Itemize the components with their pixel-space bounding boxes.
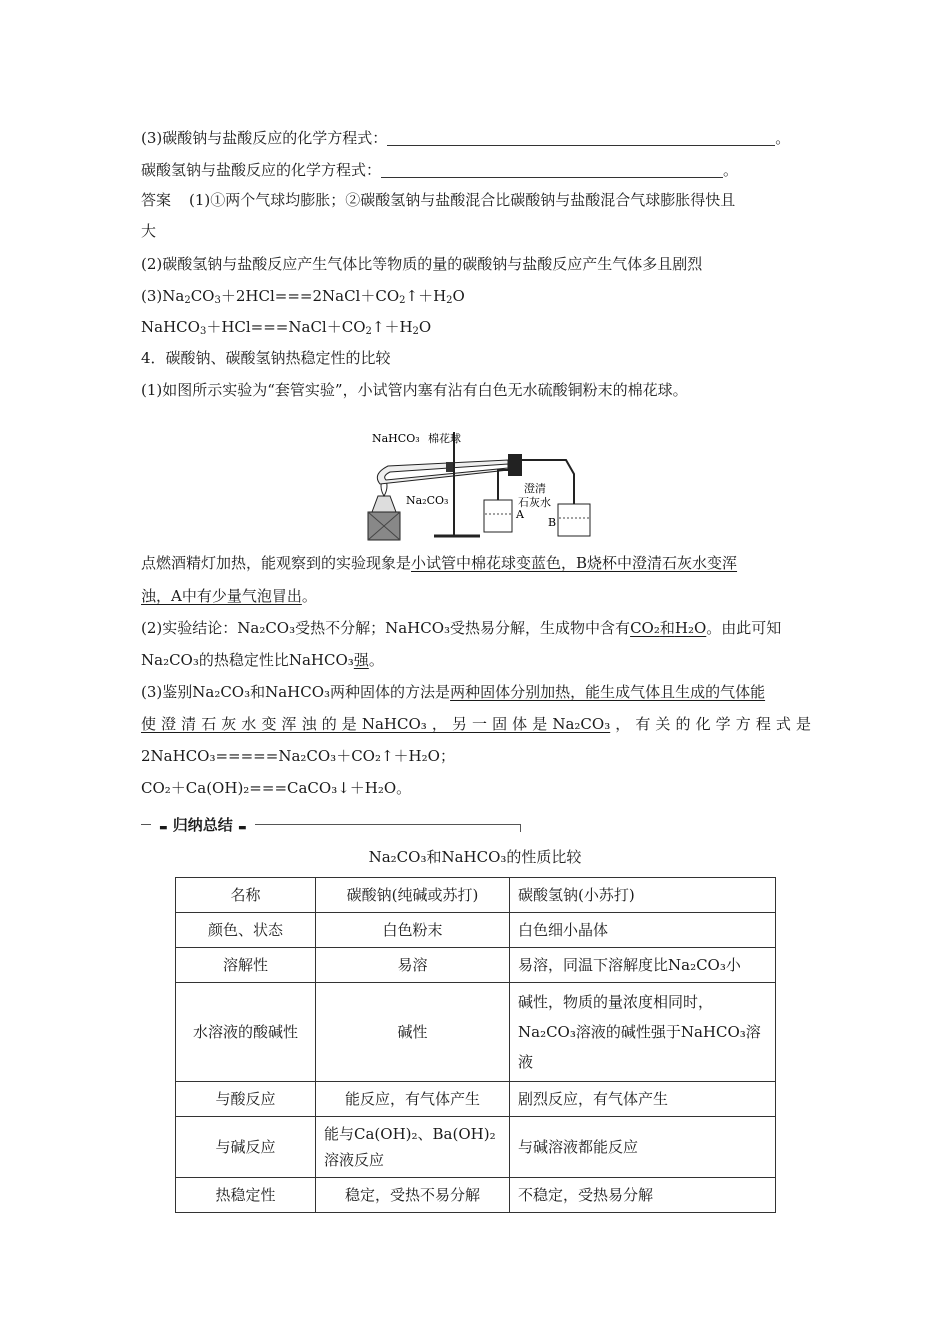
table-cell: 水溶液的酸碱性 — [176, 983, 316, 1082]
table-cell: 颜色、状态 — [176, 913, 316, 948]
answer-line-4: $NaHCO_3+HCl===NaCl+CO_2↑+H_2O$ — [141, 318, 432, 337]
table-cell: 与酸反应 — [176, 1082, 316, 1117]
q3-end-1: 。 — [775, 129, 791, 147]
summary-header — [141, 816, 521, 840]
section4-p5 — [141, 681, 811, 703]
table-cell: 剧烈反应，有气体产生 — [510, 1082, 776, 1117]
answer-label: 答案 — [141, 191, 172, 209]
equation-1: 2NaHCO₃=====Na₂CO₃＋CO₂↑＋H₂O； — [141, 747, 455, 765]
table-row — [176, 1082, 776, 1117]
stopper — [508, 454, 522, 476]
summary-title: ▬ 归纳总结 ▬ — [151, 814, 255, 835]
p4-pre: Na₂CO₃的热稳定性比NaHCO₃ — [141, 651, 354, 669]
header-cell: 名称 — [176, 878, 316, 913]
beaker-a — [484, 500, 512, 532]
table-cell: 白色细小晶体 — [510, 913, 776, 948]
summary-rule-end — [520, 824, 521, 832]
label-a: A — [516, 508, 524, 521]
p4-answer: 强 — [353, 651, 369, 669]
q3-line1 — [141, 127, 811, 149]
label-limewater-2: 石灰水 — [518, 496, 551, 509]
table-cell: 不稳定，受热易分解 — [510, 1178, 776, 1213]
table-header-row — [176, 878, 776, 913]
p3-and: 和 — [659, 619, 675, 637]
p2-pre: 点燃酒精灯加热，能观察到的实验现象是 — [141, 554, 412, 572]
table-cell: 白色粉末 — [316, 913, 510, 948]
q3-line2 — [141, 159, 811, 181]
section4-p6 — [141, 713, 811, 735]
section4-p1: (1)如图所示实验为“套管实验”，小试管内塞有沾有白色无水硫酸铜粉末的棉花球。 — [141, 381, 688, 399]
label-limewater-1: 澄清 — [524, 482, 546, 495]
q3-prompt-1: (3)碳酸钠与盐酸反应的化学方程式： — [141, 129, 388, 147]
table-caption: Na₂CO₃和NaHCO₃的性质比较 — [368, 848, 582, 866]
p2-answer-2: 浊，A中有少量气泡冒出 — [141, 587, 302, 605]
table-cell: 碱性，物质的量浓度相同时，Na₂CO₃溶液的碱性强于NaHCO₃溶液 — [510, 983, 776, 1082]
answer-1-text: (1)①两个气球均膨胀；②碳酸氢钠与盐酸混合比碳酸钠与盐酸混合气球膨胀得快且 — [189, 191, 736, 209]
summary-title-text: 归纳总结 — [172, 816, 233, 834]
q3-prompt-2: 碳酸氢钠与盐酸反应的化学方程式： — [141, 161, 382, 179]
section4-p4 — [141, 649, 811, 671]
table-row — [176, 983, 776, 1082]
table-row — [176, 1117, 776, 1178]
q3-end-2: 。 — [723, 161, 739, 179]
p3-pre: (2)实验结论：Na₂CO₃受热不分解；NaHCO₃受热易分解，生成物中含有 — [141, 619, 631, 637]
table-row — [176, 1178, 776, 1213]
cotton-ball — [446, 462, 454, 472]
table-cell: 能反应，有气体产生 — [316, 1082, 510, 1117]
answer-line-1 — [141, 189, 811, 211]
answer-line-2: (2)碳酸氢钠与盐酸反应产生气体比等物质的量的碳酸钠与盐酸反应产生气体多且剧烈 — [141, 255, 703, 273]
table-row — [176, 948, 776, 983]
p2-end: 。 — [301, 587, 317, 605]
answer-blank-2[interactable] — [381, 161, 723, 178]
p3-h2o: H₂O — [674, 619, 707, 637]
section4-p3 — [141, 617, 811, 639]
p2-answer-1: 小试管中棉花球变蓝色，B烧杯中澄清石灰水变浑 — [411, 554, 738, 572]
section4-p2-line2 — [141, 585, 811, 607]
table-cell: 与碱反应 — [176, 1117, 316, 1178]
p4-end: 。 — [368, 651, 384, 669]
table-cell: 碱性 — [316, 983, 510, 1082]
comparison-table — [175, 877, 776, 1213]
table-cell: 能与Ca(OH)₂、Ba(OH)₂溶液反应 — [316, 1117, 510, 1178]
p3-post: 。由此可知 — [706, 619, 782, 637]
p6-post: ，有关的化学方程式是 — [610, 715, 811, 733]
equation-2: CO₂＋Ca(OH)₂===CaCO₃↓＋H₂O。 — [141, 779, 412, 797]
answer-line-3: $(3)Na_2CO_3+2HCl===2NaCl+CO_2↑+H_2O$ — [141, 287, 465, 306]
p3-co2: CO₂ — [630, 619, 660, 637]
beaker-b — [558, 504, 590, 536]
section4-p2-line1 — [141, 552, 811, 574]
answer-blank-1[interactable] — [387, 129, 775, 146]
table-row — [176, 913, 776, 948]
table-cell: 溶解性 — [176, 948, 316, 983]
p5-answer: 两种固体分别加热，能生成气体且生成的气体能 — [450, 683, 766, 701]
header-cell: 碳酸氢钠(小苏打) — [510, 878, 776, 913]
apparatus-figure — [358, 424, 594, 544]
section4-title: 4．碳酸钠、碳酸氢钠热稳定性的比较 — [141, 349, 391, 367]
answer-line-1-cont: 大 — [141, 222, 157, 240]
table-cell: 与碱溶液都能反应 — [510, 1117, 776, 1178]
header-cell: 碳酸钠(纯碱或苏打) — [316, 878, 510, 913]
alcohol-lamp — [372, 496, 396, 512]
label-b: B — [548, 516, 557, 529]
table-cell: 热稳定性 — [176, 1178, 316, 1213]
p5-pre: (3)鉴别Na₂CO₃和NaHCO₃两种固体的方法是 — [141, 683, 451, 701]
table-cell: 易溶 — [316, 948, 510, 983]
p6-answer: 使澄清石灰水变浑浊的是NaHCO₃，另一固体是Na₂CO₃ — [141, 715, 611, 733]
apparatus-diagram — [358, 424, 594, 544]
label-na2co3: Na₂CO₃ — [406, 494, 449, 507]
table-cell: 稳定，受热不易分解 — [316, 1178, 510, 1213]
label-nahco3: NaHCO₃ — [372, 432, 420, 445]
table-cell: 易溶，同温下溶解度比Na₂CO₃小 — [510, 948, 776, 983]
label-cotton: 棉花球 — [428, 432, 461, 445]
